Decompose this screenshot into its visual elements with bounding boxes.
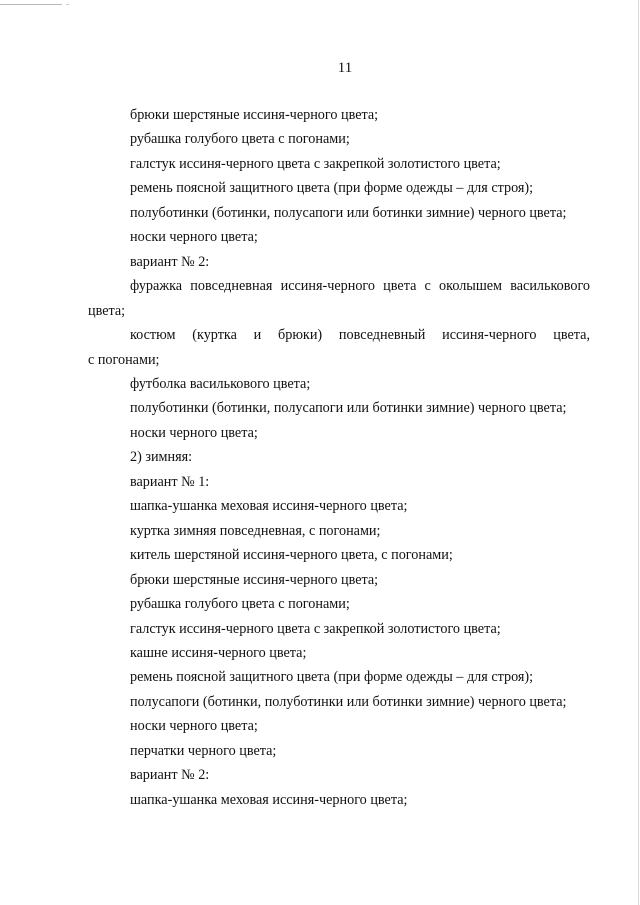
text-line: галстук иссиня-черного цвета с закрепкой золотистого цвета;	[130, 620, 501, 637]
text-line: фуражка повседневная иссиня-черного цвета с околышем василькового	[130, 278, 590, 295]
text-line: ремень поясной защитного цвета (при форме одежды – для строя);	[130, 180, 534, 197]
text-line: 2) зимняя:	[130, 449, 193, 466]
scan-edge-mark	[66, 4, 69, 5]
text-line: китель шерстяной иссиня-черного цвета, с погонами;	[130, 547, 453, 564]
text-line: брюки шерстяные иссиня-черного цвета;	[130, 571, 379, 588]
page-number: 11	[337, 60, 353, 76]
text-line: полуботинки (ботинки, полусапоги или ботинки зимние) черного цвета;	[130, 204, 567, 221]
text-line: шапка-ушанка меховая иссиня-черного цвета;	[130, 791, 408, 808]
text-line: носки черного цвета;	[130, 718, 258, 735]
text-line: носки черного цвета;	[130, 424, 258, 441]
document-body	[88, 103, 590, 812]
text-line: перчатки черного цвета;	[130, 742, 277, 759]
text-line: полуботинки (ботинки, полусапоги или ботинки зимние) черного цвета;	[130, 400, 567, 417]
scan-edge-line	[0, 4, 62, 5]
text-line: с погонами;	[88, 351, 160, 368]
text-line: брюки шерстяные иссиня-черного цвета;	[130, 107, 379, 123]
text-line: вариант № 2:	[130, 253, 210, 270]
text-line: футболка василькового цвета;	[130, 375, 311, 392]
text-line: рубашка голубого цвета с погонами;	[130, 596, 350, 613]
text-line: рубашка голубого цвета с погонами;	[130, 131, 350, 148]
text-line: кашне иссиня-черного цвета;	[130, 644, 307, 661]
text-line: шапка-ушанка меховая иссиня-черного цвета;	[130, 498, 408, 515]
text-line: куртка зимняя повседневная, с погонами;	[130, 522, 381, 539]
text-line: полусапоги (ботинки, полуботинки или ботинки зимние) черного цвета;	[130, 693, 567, 710]
text-line: вариант № 2:	[130, 767, 210, 784]
text-line: ремень поясной защитного цвета (при форме одежды – для строя);	[130, 669, 534, 686]
text-line: галстук иссиня-черного цвета с закрепкой золотистого цвета;	[130, 155, 501, 172]
text-line: костюм (куртка и брюки) повседневный иссиня-черного цвета,	[130, 327, 590, 344]
page-edge-line	[638, 0, 639, 905]
text-line: носки черного цвета;	[130, 229, 258, 246]
text-line: вариант № 1:	[130, 473, 210, 490]
text-line: цвета;	[88, 302, 126, 319]
